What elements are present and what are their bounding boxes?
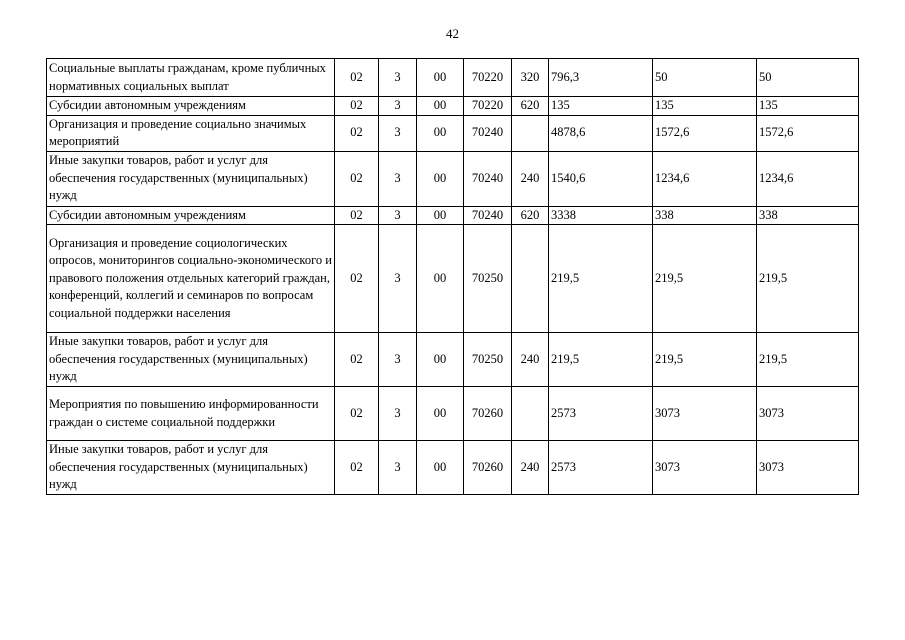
row-amount-year1: 796,3 (549, 59, 653, 97)
row-amount-year2: 50 (653, 59, 757, 97)
row-program-code: 00 (417, 225, 464, 333)
row-program-code: 00 (417, 59, 464, 97)
row-section-code: 02 (335, 115, 379, 151)
row-program-code: 00 (417, 387, 464, 441)
budget-table (46, 58, 859, 495)
row-description: Организация и проведение социально значимых мероприятий (47, 115, 335, 151)
table-row (47, 59, 859, 97)
row-program-code: 00 (417, 333, 464, 387)
row-subsection-code: 3 (379, 441, 417, 495)
row-amount-year2: 338 (653, 206, 757, 225)
row-program-code: 00 (417, 151, 464, 206)
row-amount-year3: 338 (757, 206, 859, 225)
row-subsection-code: 3 (379, 333, 417, 387)
row-section-code: 02 (335, 59, 379, 97)
row-section-code: 02 (335, 225, 379, 333)
row-subsection-code: 3 (379, 151, 417, 206)
row-section-code: 02 (335, 151, 379, 206)
row-program-code: 00 (417, 97, 464, 116)
row-description: Иные закупки товаров, работ и услуг для обеспечения государственных (муниципальных) нужд (47, 151, 335, 206)
row-amount-year1: 4878,6 (549, 115, 653, 151)
row-amount-year1: 135 (549, 97, 653, 116)
row-section-code: 02 (335, 333, 379, 387)
row-amount-year2: 219,5 (653, 225, 757, 333)
row-amount-year3: 219,5 (757, 333, 859, 387)
row-description: Иные закупки товаров, работ и услуг для обеспечения государственных (муниципальных) нужд (47, 441, 335, 495)
row-amount-year3: 219,5 (757, 225, 859, 333)
row-amount-year1: 1540,6 (549, 151, 653, 206)
table-row (47, 206, 859, 225)
row-amount-year2: 3073 (653, 387, 757, 441)
row-target-code: 70240 (464, 151, 512, 206)
row-expense-type: 240 (512, 333, 549, 387)
row-subsection-code: 3 (379, 115, 417, 151)
table-row (47, 97, 859, 116)
row-amount-year2: 135 (653, 97, 757, 116)
row-amount-year3: 135 (757, 97, 859, 116)
row-amount-year3: 3073 (757, 387, 859, 441)
page-number: 42 (446, 26, 459, 41)
row-amount-year1: 3338 (549, 206, 653, 225)
row-amount-year2: 1234,6 (653, 151, 757, 206)
row-amount-year1: 219,5 (549, 225, 653, 333)
row-expense-type: 240 (512, 441, 549, 495)
row-subsection-code: 3 (379, 59, 417, 97)
row-amount-year3: 1572,6 (757, 115, 859, 151)
row-target-code: 70250 (464, 333, 512, 387)
row-section-code: 02 (335, 441, 379, 495)
row-amount-year1: 2573 (549, 387, 653, 441)
row-description: Мероприятия по повышению информированности граждан о системе социальной поддержки (47, 387, 335, 441)
row-program-code: 00 (417, 206, 464, 225)
row-section-code: 02 (335, 97, 379, 116)
row-amount-year2: 3073 (653, 441, 757, 495)
table-row (47, 115, 859, 151)
row-amount-year3: 50 (757, 59, 859, 97)
table-row (47, 441, 859, 495)
row-expense-type: 240 (512, 151, 549, 206)
row-expense-type: 620 (512, 97, 549, 116)
row-amount-year2: 219,5 (653, 333, 757, 387)
row-section-code: 02 (335, 387, 379, 441)
row-subsection-code: 3 (379, 225, 417, 333)
table-row (47, 225, 859, 333)
row-amount-year2: 1572,6 (653, 115, 757, 151)
row-amount-year1: 219,5 (549, 333, 653, 387)
row-expense-type: 620 (512, 206, 549, 225)
row-subsection-code: 3 (379, 206, 417, 225)
row-description: Субсидии автономным учреждениям (47, 206, 335, 225)
table-row (47, 387, 859, 441)
row-description: Субсидии автономным учреждениям (47, 97, 335, 116)
row-target-code: 70260 (464, 387, 512, 441)
row-expense-type: 320 (512, 59, 549, 97)
row-subsection-code: 3 (379, 387, 417, 441)
row-subsection-code: 3 (379, 97, 417, 116)
row-target-code: 70220 (464, 59, 512, 97)
row-target-code: 70240 (464, 206, 512, 225)
row-description: Организация и проведение социологических опросов, мониторингов социально-экономического и правового положения отдельных категорий граждан, конференций, коллегий и семинаров по вопросам социальной поддержки населения (47, 225, 335, 333)
row-description: Социальные выплаты гражданам, кроме публичных нормативных социальных выплат (47, 59, 335, 97)
row-expense-type (512, 387, 549, 441)
row-amount-year3: 3073 (757, 441, 859, 495)
row-expense-type (512, 115, 549, 151)
row-amount-year3: 1234,6 (757, 151, 859, 206)
row-program-code: 00 (417, 441, 464, 495)
table-body (47, 59, 859, 495)
table-row (47, 151, 859, 206)
row-program-code: 00 (417, 115, 464, 151)
row-amount-year1: 2573 (549, 441, 653, 495)
row-description: Иные закупки товаров, работ и услуг для обеспечения государственных (муниципальных) нужд (47, 333, 335, 387)
row-target-code: 70250 (464, 225, 512, 333)
row-target-code: 70240 (464, 115, 512, 151)
row-target-code: 70260 (464, 441, 512, 495)
row-target-code: 70220 (464, 97, 512, 116)
row-section-code: 02 (335, 206, 379, 225)
row-expense-type (512, 225, 549, 333)
table-row (47, 333, 859, 387)
